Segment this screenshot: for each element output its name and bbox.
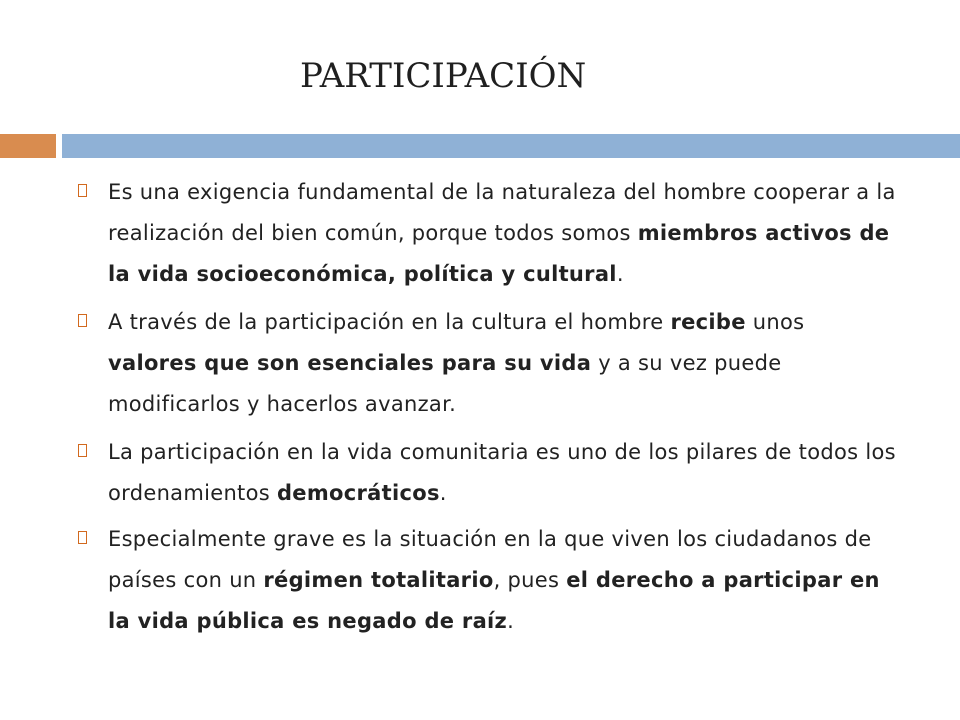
bullet-text-normal: Es una exigencia fundamental de la naturaleza del hombre cooperar a la realización del bien común, porque todos somos <box>108 180 896 245</box>
slide-title: PARTICIPACIÓN <box>300 56 587 96</box>
bullet-text-bold: recibe <box>670 310 746 334</box>
bullet-text-normal: unos <box>745 310 805 334</box>
bullet-text-normal: , pues <box>493 568 567 592</box>
square-bullet-icon <box>78 314 87 327</box>
bullet-text-normal: A través de la participación en la cultura el hombre <box>108 310 671 334</box>
accent-bar-right <box>62 134 960 158</box>
bullet-text-bold: valores que son esenciales para su vida <box>108 351 592 375</box>
bullet-item <box>78 432 898 514</box>
bullet-item <box>78 172 898 295</box>
bullet-list <box>78 172 898 649</box>
square-bullet-icon <box>78 531 87 544</box>
bullet-text-bold: régimen totalitario <box>263 568 494 592</box>
bullet-text-normal: . <box>616 262 624 286</box>
bullet-text-bold: democráticos <box>276 481 440 505</box>
square-bullet-icon <box>78 184 87 197</box>
bullet-text-normal: . <box>439 481 447 505</box>
bullet-text-bold: miembros activos de la vida socioeconómica, política y cultural <box>108 221 890 286</box>
bullet-item <box>78 302 898 425</box>
bullet-text-bold: el derecho a participar en la vida pública es negado de raíz <box>108 568 880 633</box>
bullet-text-normal: . <box>507 609 515 633</box>
bullet-text-normal: Especialmente grave es la situación en la que viven los ciudadanos de países con un <box>108 527 872 592</box>
accent-bar-left <box>0 134 56 158</box>
bullet-text-normal: La participación en la vida comunitaria es uno de los pilares de todos los ordenamientos <box>108 440 896 505</box>
square-bullet-icon <box>78 444 87 457</box>
bullet-text-normal: y a su vez puede modificarlos y hacerlos avanzar. <box>108 351 782 416</box>
bullet-item <box>78 519 898 642</box>
